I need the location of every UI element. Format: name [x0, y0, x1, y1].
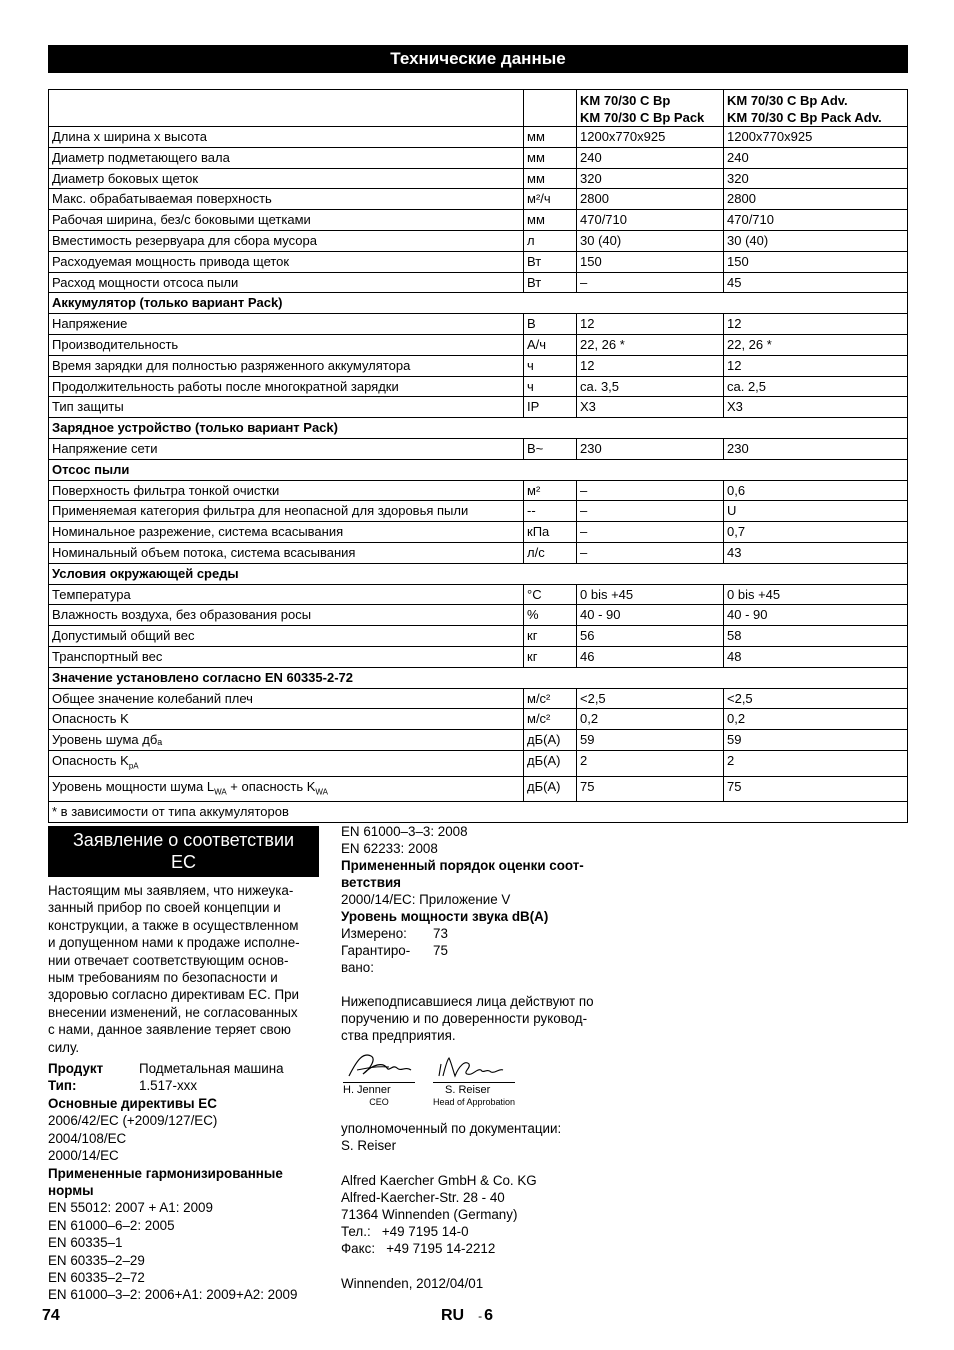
param-label: Рабочая ширина, без/с боковыми щетками — [49, 210, 524, 231]
table-row — [49, 147, 908, 168]
value-model-2: 0,2 — [724, 709, 908, 730]
value-model-1: 2800 — [577, 189, 724, 210]
value-model-2: 40 - 90 — [724, 605, 908, 626]
param-unit: ч — [524, 355, 577, 376]
param-label: Вместимость резервуара для сбора мусора — [49, 230, 524, 251]
directive-item: 2000/14/EC — [48, 1148, 119, 1164]
param-unit: л — [524, 230, 577, 251]
table-section-row — [49, 293, 908, 314]
param-label: Уровень шума дбₐ — [49, 730, 524, 751]
table-row — [49, 584, 908, 605]
param-label: Длина x ширина x высота — [49, 127, 524, 148]
value-model-2: X3 — [724, 397, 908, 418]
value-model-1: 56 — [577, 626, 724, 647]
intro-line: конструкции, а также в осуществленном — [48, 917, 299, 933]
param-label: Номинальное разрежение, система всасывания — [49, 522, 524, 543]
param-unit: мм — [524, 127, 577, 148]
param-unit: м² — [524, 480, 577, 501]
table-row — [49, 776, 908, 802]
section-label: Отсос пыли — [49, 459, 908, 480]
norm-item: EN 60335–2–29 — [48, 1252, 145, 1268]
param-unit: Вт — [524, 272, 577, 293]
intro-line: ным требованиям по безопасности и — [48, 970, 278, 986]
value-model-1: – — [577, 501, 724, 522]
place-date: Winnenden, 2012/04/01 — [341, 1276, 484, 1291]
ec-declaration-title: Заявление о соответствии ЕС — [48, 826, 319, 877]
signers-note-line: ства предприятия. — [341, 1028, 456, 1043]
value-model-1: 240 — [577, 147, 724, 168]
table-row — [49, 189, 908, 210]
param-label: Макс. обрабатываемая поверхность — [49, 189, 524, 210]
value-model-1: 40 - 90 — [577, 605, 724, 626]
table-row — [49, 438, 908, 459]
value-model-2: 48 — [724, 646, 908, 667]
table-row — [49, 688, 908, 709]
value-model-1: 75 — [577, 776, 724, 802]
param-unit: мм — [524, 168, 577, 189]
table-row — [49, 251, 908, 272]
param-label: Уровень мощности шума $L_{WA}$ + опасность $K_{WA}$ — [49, 776, 524, 802]
param-unit: мм — [524, 147, 577, 168]
norm-item: EN 62233: 2008 — [341, 841, 438, 856]
norms-label: Примененные гармонизированные нормы — [48, 1165, 283, 1198]
language-code: RU — [441, 1307, 465, 1324]
value-model-1: 59 — [577, 730, 724, 751]
param-unit: ч — [524, 376, 577, 397]
authorized-name: S. Reiser — [341, 1138, 397, 1153]
section-label: Условия окружающей среды — [49, 563, 908, 584]
directive-item: 2006/42/EC (+2009/127/EC) — [48, 1113, 218, 1129]
section-label: Значение установлено согласно EN 60335-2-72 — [49, 667, 908, 688]
table-row — [49, 480, 908, 501]
directives-label: Основные директивы ЕС — [48, 1095, 217, 1111]
value-model-2: U — [724, 501, 908, 522]
param-label: Температура — [49, 584, 524, 605]
value-model-1: 470/710 — [577, 210, 724, 231]
value-model-2: 22, 26 * — [724, 334, 908, 355]
param-unit: м/с² — [524, 709, 577, 730]
value-model-2: 230 — [724, 438, 908, 459]
value-model-2: 75 — [724, 776, 908, 802]
intro-line: занный прибор по своей концепции и — [48, 900, 281, 916]
signature-reiser-mark — [433, 1054, 505, 1082]
param-label: Расход мощности отсоса пыли — [49, 272, 524, 293]
sound-level-label: Уровень мощности звука dB(A) — [341, 909, 549, 924]
table-row — [49, 355, 908, 376]
footnote: * в зависимости от типа аккумуляторов — [49, 802, 908, 823]
param-label: Расходуемая мощность привода щеток — [49, 251, 524, 272]
page-number: 74 — [42, 1307, 60, 1324]
value-model-1: – — [577, 542, 724, 563]
param-label: Тип защиты — [49, 397, 524, 418]
value-model-2: 58 — [724, 626, 908, 647]
table-row — [49, 334, 908, 355]
param-label: Поверхность фильтра тонкой очистки — [49, 480, 524, 501]
norm-item: EN 60335–1 — [48, 1235, 123, 1251]
value-model-2: 150 — [724, 251, 908, 272]
value-model-2: 2 — [724, 750, 908, 776]
param-unit: % — [524, 605, 577, 626]
param-unit: м/с² — [524, 688, 577, 709]
company-line: 71364 Winnenden (Germany) — [341, 1207, 518, 1222]
param-unit: В — [524, 314, 577, 335]
param-label: Опасность $K_{pA}$ — [49, 750, 524, 776]
tech-data-title: Технические данные — [48, 45, 908, 73]
header-model-1: KM 70/30 C Bp KM 70/30 C Bp Pack — [577, 90, 724, 127]
param-unit: дБ(А) — [524, 776, 577, 802]
value-model-2: 0 bis +45 — [724, 584, 908, 605]
measured-row: Измерено: 73 — [341, 926, 448, 941]
norm-item: EN 61000–3–2: 2006+A1: 2009+A2: 2009 — [48, 1287, 298, 1303]
authorized-label: уполномоченный по документации: — [341, 1121, 562, 1136]
intro-line: и допущенном нами к продаже исполне- — [48, 935, 300, 951]
param-label: Влажность воздуха, без образования росы — [49, 605, 524, 626]
table-row — [49, 750, 908, 776]
intro-line: внесении изменений, не согласованных — [48, 1004, 298, 1020]
company-line: Alfred Kaercher GmbH & Co. KG — [341, 1173, 537, 1188]
table-section-row — [49, 563, 908, 584]
intro-line: Настоящим мы заявляем, что нижеука- — [48, 883, 294, 898]
param-unit: дБ(А) — [524, 730, 577, 751]
value-model-2: 0,6 — [724, 480, 908, 501]
value-model-1: ca. 3,5 — [577, 376, 724, 397]
norm-item: EN 61000–6–2: 2005 — [48, 1217, 175, 1233]
table-row — [49, 127, 908, 148]
param-label: Время зарядки для полностью разряженного аккумулятора — [49, 355, 524, 376]
param-label: Допустимый общий вес — [49, 626, 524, 647]
value-model-1: 230 — [577, 438, 724, 459]
param-label: Диаметр подметающего вала — [49, 147, 524, 168]
intro-line: здоровью согласно директивам ЕС. При — [48, 987, 299, 1003]
table-footnote-row — [49, 802, 908, 823]
param-unit: Вт — [524, 251, 577, 272]
phone: Тел.: +49 7195 14-0 — [341, 1224, 469, 1239]
table-row — [49, 605, 908, 626]
param-unit: л/с — [524, 542, 577, 563]
param-unit: мм — [524, 210, 577, 231]
procedure-label: Примененный порядок оценки соот- ветствия — [341, 858, 584, 890]
table-row — [49, 542, 908, 563]
table-row — [49, 314, 908, 335]
ec-right-column — [341, 823, 621, 1292]
table-row — [49, 397, 908, 418]
value-model-2: 320 — [724, 168, 908, 189]
page-language-marker — [441, 1307, 493, 1325]
param-unit: дБ(А) — [524, 750, 577, 776]
table-header-row — [49, 90, 908, 127]
value-model-2: 470/710 — [724, 210, 908, 231]
value-model-2: 12 — [724, 314, 908, 335]
param-unit: °C — [524, 584, 577, 605]
dash-separator: - — [478, 1309, 483, 1323]
value-model-1: – — [577, 272, 724, 293]
product-row: Продукт Подметальная машина — [48, 1061, 284, 1077]
value-model-2: <2,5 — [724, 688, 908, 709]
table-row — [49, 646, 908, 667]
param-unit: -- — [524, 501, 577, 522]
table-section-row — [49, 667, 908, 688]
table-section-row — [49, 418, 908, 439]
sub-page-number: 6 — [484, 1307, 494, 1324]
value-model-1: 1200x770x925 — [577, 127, 724, 148]
type-row: Тип: 1.517-xxx — [48, 1078, 198, 1094]
table-row — [49, 522, 908, 543]
table-row — [49, 168, 908, 189]
param-unit: кг — [524, 626, 577, 647]
value-model-2: ca. 2,5 — [724, 376, 908, 397]
section-label: Зарядное устройство (только вариант Pack) — [49, 418, 908, 439]
norm-item: EN 61000–3–3: 2008 — [341, 824, 468, 839]
section-label: Аккумулятор (только вариант Pack) — [49, 293, 908, 314]
fax: Факс: +49 7195 14-2212 — [341, 1241, 496, 1256]
param-unit: кПа — [524, 522, 577, 543]
value-model-1: – — [577, 480, 724, 501]
param-unit: IP — [524, 397, 577, 418]
param-label: Производительность — [49, 334, 524, 355]
intro-line: нии отвечает соответствующим основ- — [48, 952, 289, 968]
value-model-1: 46 — [577, 646, 724, 667]
value-model-1: – — [577, 522, 724, 543]
company-address — [341, 1172, 621, 1223]
value-model-1: 320 — [577, 168, 724, 189]
header-empty-cell — [49, 90, 524, 127]
directive-item: 2004/108/EC — [48, 1130, 127, 1146]
param-label: Номинальный объем потока, система всасывания — [49, 542, 524, 563]
ec-left-column — [48, 882, 323, 1304]
table-row — [49, 730, 908, 751]
table-row — [49, 709, 908, 730]
procedure-value: 2000/14/EC: Приложение V — [341, 892, 511, 907]
param-unit: А/ч — [524, 334, 577, 355]
value-model-2: 12 — [724, 355, 908, 376]
signature-reiser: S. Reiser Head of Approbation — [433, 1054, 515, 1108]
norm-item: EN 60335–2–72 — [48, 1269, 145, 1285]
param-label: Продолжительность работы после многократной зарядки — [49, 376, 524, 397]
value-model-1: 30 (40) — [577, 230, 724, 251]
signature-jenner: H. Jenner CEO — [343, 1050, 415, 1108]
ec-intro-text — [48, 882, 323, 1056]
param-label: Транспортный вес — [49, 646, 524, 667]
header-unit-cell — [524, 90, 577, 127]
value-model-2: 0,7 — [724, 522, 908, 543]
norm-item: EN 55012: 2007 + A1: 2009 — [48, 1200, 213, 1216]
table-row — [49, 376, 908, 397]
signers-note — [341, 993, 621, 1044]
signature-jenner-mark — [343, 1050, 415, 1082]
intro-line: с нами, данное заявление теряет свою — [48, 1022, 291, 1038]
value-model-2: 240 — [724, 147, 908, 168]
norms-list — [48, 1199, 323, 1303]
value-model-1: 150 — [577, 251, 724, 272]
value-model-1: 0 bis +45 — [577, 584, 724, 605]
company-line: Alfred-Kaercher-Str. 28 - 40 — [341, 1190, 505, 1205]
value-model-2: 1200x770x925 — [724, 127, 908, 148]
value-model-1: X3 — [577, 397, 724, 418]
value-model-2: 43 — [724, 542, 908, 563]
table-section-row — [49, 459, 908, 480]
table-row — [49, 210, 908, 231]
value-model-1: 12 — [577, 355, 724, 376]
param-label: Применяемая категория фильтра для неопасной для здоровья пыли — [49, 501, 524, 522]
signers-note-line: Нижеподписавшиеся лица действуют по — [341, 994, 594, 1009]
intro-line: силу. — [48, 1039, 80, 1055]
param-unit: м²/ч — [524, 189, 577, 210]
value-model-1: 12 — [577, 314, 724, 335]
header-model-2: KM 70/30 C Bp Adv. KM 70/30 C Bp Pack Adv. — [724, 90, 908, 127]
param-label: Общее значение колебаний плеч — [49, 688, 524, 709]
value-model-2: 45 — [724, 272, 908, 293]
param-unit: кг — [524, 646, 577, 667]
table-row — [49, 501, 908, 522]
norms-list-continued — [341, 823, 621, 857]
param-label: Напряжение сети — [49, 438, 524, 459]
guaranteed-row: Гарантиро- вано: 75 — [341, 943, 448, 975]
table-row — [49, 230, 908, 251]
value-model-2: 2800 — [724, 189, 908, 210]
tech-data-table — [48, 89, 908, 823]
table-row — [49, 272, 908, 293]
param-unit: В~ — [524, 438, 577, 459]
directives-list — [48, 1112, 323, 1164]
value-model-1: 0,2 — [577, 709, 724, 730]
value-model-2: 30 (40) — [724, 230, 908, 251]
signatures — [341, 1050, 621, 1120]
value-model-1: 2 — [577, 750, 724, 776]
param-label: Напряжение — [49, 314, 524, 335]
value-model-1: <2,5 — [577, 688, 724, 709]
table-row — [49, 626, 908, 647]
signers-note-line: поручению и по доверенности руковод- — [341, 1011, 588, 1026]
param-label: Диаметр боковых щеток — [49, 168, 524, 189]
param-label: Опасность K — [49, 709, 524, 730]
value-model-2: 59 — [724, 730, 908, 751]
value-model-1: 22, 26 * — [577, 334, 724, 355]
